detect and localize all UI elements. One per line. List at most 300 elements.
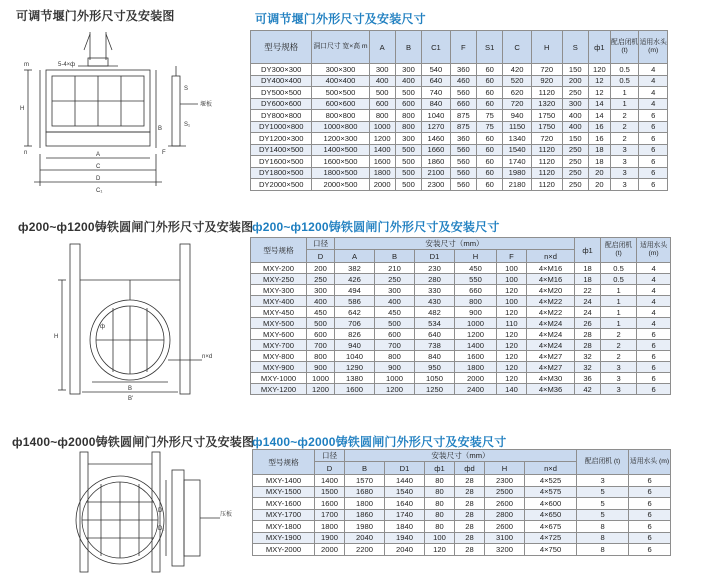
table-cell: 500 <box>395 167 421 179</box>
table-row <box>251 362 671 373</box>
table-cell: 2 <box>601 329 637 340</box>
table-cell: 6 <box>637 362 671 373</box>
table-cell: 2600 <box>485 521 525 533</box>
table-cell: 2 <box>601 340 637 351</box>
table-cell: 600 <box>375 329 415 340</box>
table-cell: 300 <box>395 133 421 145</box>
table-cell: 1320 <box>531 98 562 110</box>
table-cell: 840 <box>422 98 451 110</box>
table-cell: 1 <box>601 307 637 318</box>
table-cell: 360 <box>450 133 476 145</box>
table-cell: 1980 <box>345 521 385 533</box>
table-cell: 300 <box>307 285 335 296</box>
table-cell: 1700 <box>315 509 345 521</box>
table-cell: MXY-800 <box>251 351 307 362</box>
table-cell: 1460 <box>422 133 451 145</box>
table-cell: 1640 <box>385 498 425 510</box>
table-row <box>251 263 671 274</box>
table-cell: 4 <box>637 307 671 318</box>
table-cell: 200 <box>307 263 335 274</box>
table-cell: 1200 <box>307 384 335 395</box>
header-hoist-2: 配启闭机 (t) <box>601 238 637 263</box>
table-cell: 300 <box>369 64 395 76</box>
large-round-gate-spec-table <box>252 449 671 556</box>
table-cell: 80 <box>425 498 455 510</box>
table-cell: 14 <box>588 98 610 110</box>
table-cell: 0.5 <box>610 75 639 87</box>
header-model: 型号规格 <box>251 31 312 64</box>
table-cell: 1860 <box>345 509 385 521</box>
header-opening: 洞口尺寸 宽×高 m <box>312 31 369 64</box>
table-cell: 426 <box>335 274 375 285</box>
table-row <box>251 285 671 296</box>
table-cell: 24 <box>575 307 601 318</box>
table-cell: 400 <box>375 296 415 307</box>
table-row <box>253 486 671 498</box>
table-cell: 12 <box>588 87 610 99</box>
header-a: A <box>369 31 395 64</box>
table-cell: 75 <box>477 110 503 122</box>
table-cell: 20 <box>588 167 610 179</box>
table-cell: 80 <box>425 509 455 521</box>
table-cell: 4×M27 <box>527 351 575 362</box>
table-cell: 3 <box>601 373 637 384</box>
large-round-gate-drawing <box>60 450 250 580</box>
table-row <box>253 544 671 556</box>
table-cell: 60 <box>477 75 503 87</box>
label-m: m <box>24 62 29 68</box>
table-cell: 800 <box>307 351 335 362</box>
table-cell: 5 <box>577 509 629 521</box>
table-cell: 1120 <box>531 179 562 191</box>
table-cell: 400 <box>369 75 395 87</box>
table-cell: 1000 <box>369 121 395 133</box>
table-cell: 900 <box>455 307 497 318</box>
table-cell: 740 <box>422 87 451 99</box>
table-row <box>251 133 668 145</box>
table-cell: 210 <box>375 263 415 274</box>
table-cell: 1200 <box>375 384 415 395</box>
table-cell: 1800 <box>345 498 385 510</box>
table-row <box>253 521 671 533</box>
subheader-nxd-3: n×d <box>525 462 577 475</box>
table-cell: MXY-1400 <box>253 475 315 487</box>
table-cell: 4×650 <box>525 509 577 521</box>
table-cell: 500 <box>369 87 395 99</box>
table-cell: 4 <box>637 263 671 274</box>
table-cell: 8 <box>577 521 629 533</box>
header-head-2: 适用水头 (m) <box>637 238 671 263</box>
table-cell: 450 <box>307 307 335 318</box>
header-h: H <box>531 31 562 64</box>
header-f: F <box>450 31 476 64</box>
table-cell: 1 <box>610 87 639 99</box>
table-cell: 2200 <box>345 544 385 556</box>
table-cell: 900 <box>375 362 415 373</box>
table-cell: 430 <box>415 296 455 307</box>
table-cell: 1400 <box>315 475 345 487</box>
table-cell: 940 <box>335 340 375 351</box>
table-cell: 4 <box>637 274 671 285</box>
table-cell: 1570 <box>345 475 385 487</box>
subheader-b-2: B <box>375 250 415 263</box>
table-cell: 500×500 <box>312 87 369 99</box>
table-cell: 18 <box>575 263 601 274</box>
table-cell: 140 <box>497 384 527 395</box>
table-cell: 1900 <box>315 532 345 544</box>
table-cell: 2300 <box>485 475 525 487</box>
table-cell: 560 <box>450 167 476 179</box>
table-cell: 1120 <box>531 87 562 99</box>
label-bolts: 5-4×ф <box>58 62 76 68</box>
table-cell: 500 <box>395 144 421 156</box>
table-cell: DY400×400 <box>251 75 312 87</box>
table-cell: DY500×500 <box>251 87 312 99</box>
table-cell: 520 <box>503 75 532 87</box>
table-cell: 330 <box>415 285 455 296</box>
table-cell: MXY-600 <box>251 329 307 340</box>
table-cell: 2000 <box>369 179 395 191</box>
header-c: C <box>503 31 532 64</box>
table-cell: 4×575 <box>525 486 577 498</box>
table-cell: 3 <box>610 156 639 168</box>
header-s1: S1 <box>477 31 503 64</box>
table-row <box>253 509 671 521</box>
table-cell: 640 <box>415 329 455 340</box>
table-cell: 26 <box>575 318 601 329</box>
table-cell: 8 <box>577 532 629 544</box>
table-cell: 4×M20 <box>527 285 575 296</box>
table-cell: 16 <box>588 133 610 145</box>
header-caliber-3: 口径 <box>315 450 345 462</box>
table-cell: 0.5 <box>601 263 637 274</box>
table-row <box>251 167 668 179</box>
table-cell: 200 <box>562 75 588 87</box>
table-cell: 4×M24 <box>527 318 575 329</box>
table-cell: 1740 <box>503 156 532 168</box>
table-cell: 1000 <box>307 373 335 384</box>
label-s1: S₁ <box>184 122 191 128</box>
table-title-small-round-gate: ф200~ф1200铸铁圆闸门外形尺寸及安装尺寸 <box>252 220 500 234</box>
table-row <box>251 144 668 156</box>
table-cell: MXY-2000 <box>253 544 315 556</box>
table-cell: DY1200×300 <box>251 133 312 145</box>
table-cell: 4×M24 <box>527 329 575 340</box>
table-cell: 4 <box>639 75 668 87</box>
table-title-adjustable-weir-gate: 可调节堰门外形尺寸及安装尺寸 <box>255 12 426 26</box>
table-cell: 1600 <box>455 351 497 362</box>
table-cell: 600 <box>369 98 395 110</box>
table-cell: 1000 <box>455 318 497 329</box>
table-cell: 28 <box>455 475 485 487</box>
table-cell: MXY-200 <box>251 263 307 274</box>
table-cell: 6 <box>637 340 671 351</box>
table-cell: 4 <box>639 87 668 99</box>
table-cell: 28 <box>455 486 485 498</box>
table-cell: 5 <box>577 486 629 498</box>
table-cell: 1050 <box>415 373 455 384</box>
table-cell: 18 <box>575 274 601 285</box>
table-cell: 2040 <box>385 544 425 556</box>
subheader-d1-3: D1 <box>385 462 425 475</box>
table-row <box>251 351 671 362</box>
table-cell: 1040 <box>422 110 451 122</box>
table-cell: 120 <box>497 307 527 318</box>
table-row <box>251 110 668 122</box>
header-model-2: 型号规格 <box>251 238 307 263</box>
table-cell: 28 <box>455 521 485 533</box>
table-cell: 28 <box>455 544 485 556</box>
table-cell: 80 <box>425 486 455 498</box>
table-cell: 400 <box>307 296 335 307</box>
table-cell: 400 <box>395 75 421 87</box>
table-cell: 1000×800 <box>312 121 369 133</box>
table-cell: 3 <box>601 362 637 373</box>
table-cell: 1400 <box>369 144 395 156</box>
table-cell: 1740 <box>385 509 425 521</box>
table-cell: MXY-1700 <box>253 509 315 521</box>
table-cell: 100 <box>425 532 455 544</box>
table-cell: 2180 <box>503 179 532 191</box>
table-row <box>251 156 668 168</box>
table-cell: MXY-1600 <box>253 498 315 510</box>
table-cell: 2 <box>610 133 639 145</box>
table-row <box>251 87 668 99</box>
table-cell: 6 <box>629 509 671 521</box>
table-cell: 250 <box>562 87 588 99</box>
table-cell: 250 <box>307 274 335 285</box>
table-cell: 4 <box>637 296 671 307</box>
header-s: S <box>562 31 588 64</box>
table-cell: 400 <box>562 110 588 122</box>
table-cell: 800 <box>455 296 497 307</box>
table-cell: 80 <box>425 521 455 533</box>
table-cell: 22 <box>575 285 601 296</box>
table-cell: 4 <box>639 98 668 110</box>
table-cell: 800 <box>395 121 421 133</box>
table-cell: 6 <box>639 121 668 133</box>
table-cell: 6 <box>639 167 668 179</box>
table-cell: MXY-1500 <box>253 486 315 498</box>
table-cell: 1200×300 <box>312 133 369 145</box>
table-cell: 3200 <box>485 544 525 556</box>
table-cell: 640 <box>422 75 451 87</box>
table-cell: 1680 <box>345 486 385 498</box>
header-model-3: 型号规格 <box>253 450 315 475</box>
table-cell: 6 <box>629 498 671 510</box>
table-cell: 940 <box>503 110 532 122</box>
table-cell: 18 <box>588 144 610 156</box>
header-install-3: 安装尺寸（mm） <box>345 450 577 462</box>
table-cell: 660 <box>455 285 497 296</box>
table-cell: 1200 <box>455 329 497 340</box>
table-cell: 420 <box>503 64 532 76</box>
table-cell: 6 <box>629 521 671 533</box>
table-cell: 14 <box>588 110 610 122</box>
label-c: C <box>96 164 101 170</box>
table-cell: 42 <box>575 384 601 395</box>
table-cell: 75 <box>477 121 503 133</box>
table-cell: 800 <box>375 351 415 362</box>
subheader-b-3: B <box>345 462 385 475</box>
table-row <box>251 318 671 329</box>
subheader-a-2: A <box>335 250 375 263</box>
table-cell: 60 <box>477 98 503 110</box>
subheader-phi1-3: ф1 <box>425 462 455 475</box>
table-cell: 660 <box>450 98 476 110</box>
table-cell: 400 <box>562 121 588 133</box>
table-cell: 2000 <box>315 544 345 556</box>
table-cell: 16 <box>588 121 610 133</box>
table-cell: 1120 <box>531 144 562 156</box>
table-cell: 12 <box>588 75 610 87</box>
table-cell: 560 <box>450 144 476 156</box>
label-weir-plate: 堰板 <box>200 102 213 108</box>
table-cell: 1800 <box>315 521 345 533</box>
table-cell: 382 <box>335 263 375 274</box>
table-cell: 250 <box>562 167 588 179</box>
table-cell: 2300 <box>422 179 451 191</box>
table-cell: 1 <box>601 285 637 296</box>
table-cell: 920 <box>531 75 562 87</box>
weir-gate-table-body <box>251 64 668 191</box>
table-cell: 360 <box>450 64 476 76</box>
table-cell: 100 <box>497 296 527 307</box>
table-cell: MXY-700 <box>251 340 307 351</box>
label-h2: H <box>54 334 59 340</box>
table-cell: 2800 <box>485 509 525 521</box>
table-cell: 4×M36 <box>527 384 575 395</box>
table-cell: 6 <box>639 144 668 156</box>
label-b2: B <box>128 386 133 392</box>
table-cell: 6 <box>629 475 671 487</box>
table-cell: 2 <box>601 351 637 362</box>
label-c1: C₁ <box>96 188 103 194</box>
table-cell: 1 <box>601 296 637 307</box>
table-cell: 1380 <box>335 373 375 384</box>
table-cell: 280 <box>415 274 455 285</box>
label-d3: D <box>158 508 163 514</box>
table-cell: MXY-1000 <box>251 373 307 384</box>
large-round-gate-table-body <box>253 475 671 556</box>
header-c1: C1 <box>422 31 451 64</box>
label-nxd: n×d <box>202 354 213 360</box>
table-cell: 2600 <box>485 498 525 510</box>
table-cell: DY1800×500 <box>251 167 312 179</box>
table-cell: 1200 <box>369 133 395 145</box>
table-cell: 100 <box>497 274 527 285</box>
table-cell: 400×400 <box>312 75 369 87</box>
subheader-f-2: F <box>497 250 527 263</box>
table-cell: 1540 <box>385 486 425 498</box>
table-cell: 1940 <box>385 532 425 544</box>
table-row <box>251 329 671 340</box>
table-cell: 4×M16 <box>527 263 575 274</box>
table-cell: 738 <box>415 340 455 351</box>
subheader-nxd-2: n×d <box>527 250 575 263</box>
table-cell: DY800×800 <box>251 110 312 122</box>
table-cell: 28 <box>455 498 485 510</box>
table-cell: 875 <box>450 121 476 133</box>
label-d1-3: D₁ <box>158 526 165 532</box>
subheader-phid-3: фd <box>455 462 485 475</box>
table-cell: 1600×500 <box>312 156 369 168</box>
table-cell: 1750 <box>531 121 562 133</box>
label-d: D <box>96 176 101 182</box>
table-cell: 110 <box>497 318 527 329</box>
table-cell: 28 <box>455 509 485 521</box>
table-cell: 60 <box>477 144 503 156</box>
table-cell: 560 <box>450 179 476 191</box>
table-cell: 1270 <box>422 121 451 133</box>
table-cell: 4×725 <box>525 532 577 544</box>
table-cell: 28 <box>455 532 485 544</box>
table-cell: 600×600 <box>312 98 369 110</box>
table-cell: 1980 <box>503 167 532 179</box>
subheader-h-2: H <box>455 250 497 263</box>
table-cell: DY1600×500 <box>251 156 312 168</box>
table-cell: 600 <box>395 98 421 110</box>
table-cell: 1400×500 <box>312 144 369 156</box>
table-cell: 60 <box>477 156 503 168</box>
table-cell: 1 <box>601 318 637 329</box>
table-cell: 1540 <box>503 144 532 156</box>
label-a: A <box>96 152 101 158</box>
table-cell: 4×675 <box>525 521 577 533</box>
table-title-large-round-gate: ф1400~ф2000铸铁圆闸门外形尺寸及安装尺寸 <box>252 435 507 449</box>
table-cell: MXY-450 <box>251 307 307 318</box>
table-cell: 500 <box>307 318 335 329</box>
header-hoist: 配启闭机 (t) <box>610 31 639 64</box>
table-cell: 60 <box>477 87 503 99</box>
table-cell: 2400 <box>455 384 497 395</box>
table-cell: 642 <box>335 307 375 318</box>
table-cell: 4×600 <box>525 498 577 510</box>
header-phi1: ф1 <box>588 31 610 64</box>
table-cell: 28 <box>575 329 601 340</box>
table-cell: 800×800 <box>312 110 369 122</box>
section-title-adjustable-weir-gate: 可调节堰门外形尺寸及安装图 <box>16 9 175 23</box>
table-cell: 1800 <box>455 362 497 373</box>
table-cell: 2000×500 <box>312 179 369 191</box>
table-cell: 120 <box>497 285 527 296</box>
label-f: F <box>162 150 166 156</box>
table-cell: 500 <box>395 87 421 99</box>
header-b: B <box>395 31 421 64</box>
header-head-3: 适用水头 (m) <box>629 450 671 475</box>
header-phi1-2: ф1 <box>575 238 601 263</box>
table-cell: 250 <box>562 179 588 191</box>
table-row <box>251 64 668 76</box>
table-cell: 494 <box>335 285 375 296</box>
table-cell: DY300×300 <box>251 64 312 76</box>
table-cell: 3 <box>577 475 629 487</box>
table-cell: 720 <box>531 64 562 76</box>
subheader-h-3: H <box>485 462 525 475</box>
table-cell: 450 <box>455 263 497 274</box>
subheader-d-3: D <box>315 462 345 475</box>
table-cell: 3100 <box>485 532 525 544</box>
table-cell: 24 <box>575 296 601 307</box>
table-cell: 300 <box>395 64 421 76</box>
table-cell: DY2000×500 <box>251 179 312 191</box>
table-cell: 250 <box>375 274 415 285</box>
table-cell: 6 <box>629 532 671 544</box>
table-cell: 700 <box>375 340 415 351</box>
table-cell: 4 <box>637 318 671 329</box>
table-cell: 3 <box>610 179 639 191</box>
table-cell: 300 <box>562 98 588 110</box>
